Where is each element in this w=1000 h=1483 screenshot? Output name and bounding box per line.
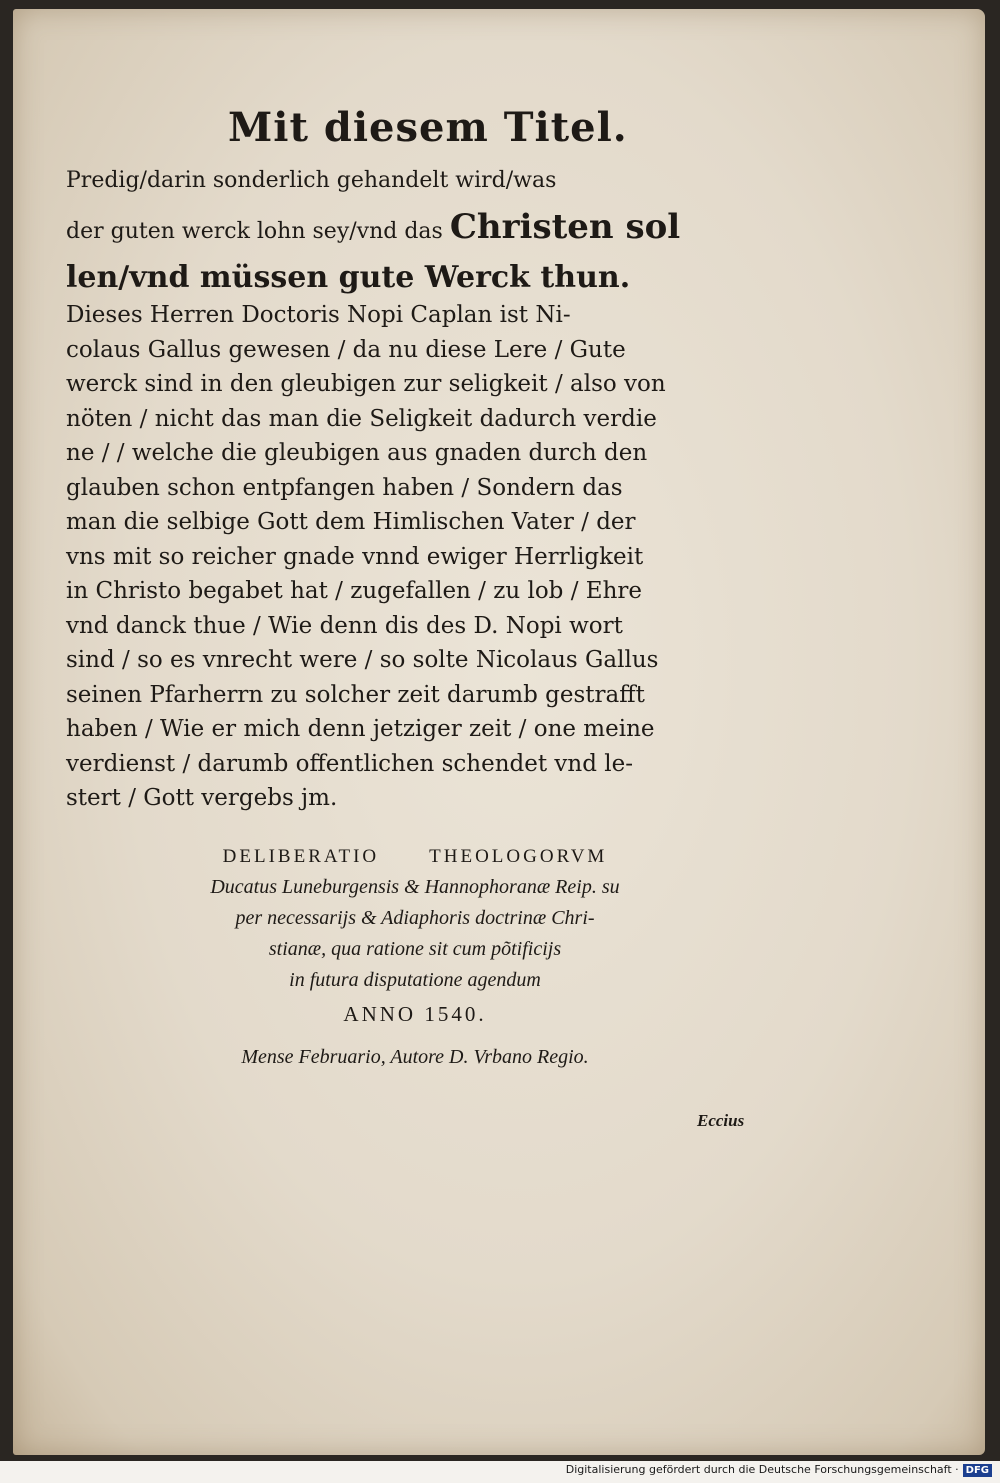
body-line: stert / Gott vergebs jm. [66, 785, 338, 811]
body-line: ne / / welche die gleubigen aus gnaden durch den [66, 440, 648, 466]
body-line: man die selbige Gott dem Himlischen Vater / der [66, 509, 636, 535]
catchword: Eccius [697, 1111, 745, 1130]
year-line: ANNO 1540. [343, 1002, 487, 1026]
body-line: vnd danck thue / Wie denn dis des D. Nopi wort [66, 612, 623, 639]
latin-subtitle [0, 872, 830, 996]
body-line: sind / so es vnrecht were / so solte Nicolaus Gallus [66, 647, 659, 673]
page-title: Mit diesem Titel. [228, 104, 628, 151]
body-paragraph [66, 298, 666, 816]
body-line: Dieses Herren Doctoris Nopi Caplan ist Ni- [66, 302, 571, 328]
sermon-line-3: len/vnd müssen gute Werck thun. [66, 260, 631, 295]
sermon-line-2 [66, 204, 680, 255]
latin-line: Ducatus Luneburgensis & Hannophoranæ Reip. su [210, 876, 620, 898]
body-line: seinen Pfarherrn zu solcher zeit darumb gestrafft [66, 681, 645, 708]
body-line: verdienst / darumb offentlichen schendet vnd le- [66, 750, 633, 777]
sermon-title-paragraph [66, 158, 680, 301]
author-date-line: Mense Februario, Autore D. Vrbano Regio. [241, 1046, 589, 1068]
body-line: haben / Wie er mich denn jetziger zeit / one meine [66, 716, 655, 742]
body-line: glauben schon entpfangen haben / Sondern das [66, 474, 623, 501]
sermon-line-1: Predig/darin sonderlich gehandelt wird/was [66, 168, 557, 193]
latin-heading [0, 846, 830, 868]
sermon-line-2-start: der guten werck lohn sey/vnd das [66, 219, 443, 244]
sermon-line-2-emphasis: Christen sol [449, 207, 681, 247]
credit-text: Digitalisierung gefördert durch die Deutsche Forschungsgemeinschaft · [565, 1463, 959, 1476]
dfg-logo-icon: DFG [963, 1464, 992, 1477]
latin-line: per necessarijs & Adiaphoris doctrinæ Chri- [235, 907, 595, 929]
body-line: vns mit so reicher gnade vnnd ewiger Herrligkeit [66, 543, 644, 570]
latin-heading-word-2: THEOLOGORVM [429, 846, 608, 867]
body-line: colaus Gallus gewesen / da nu diese Lere / Gute [66, 336, 626, 363]
digitization-credit [566, 1463, 992, 1477]
body-line: werck sind in den gleubigen zur seligkeit / also von [66, 371, 666, 397]
latin-line: in futura disputatione agendum [289, 969, 541, 991]
body-line: nöten / nicht das man die Seligkeit dadurch verdie [66, 405, 657, 432]
body-line: in Christo begabet hat / zugefallen / zu lob / Ehre [66, 578, 642, 604]
latin-heading-word-1: DELIBERATIO [222, 846, 380, 867]
latin-line: stianæ, qua ratione sit cum põtificijs [268, 938, 562, 960]
